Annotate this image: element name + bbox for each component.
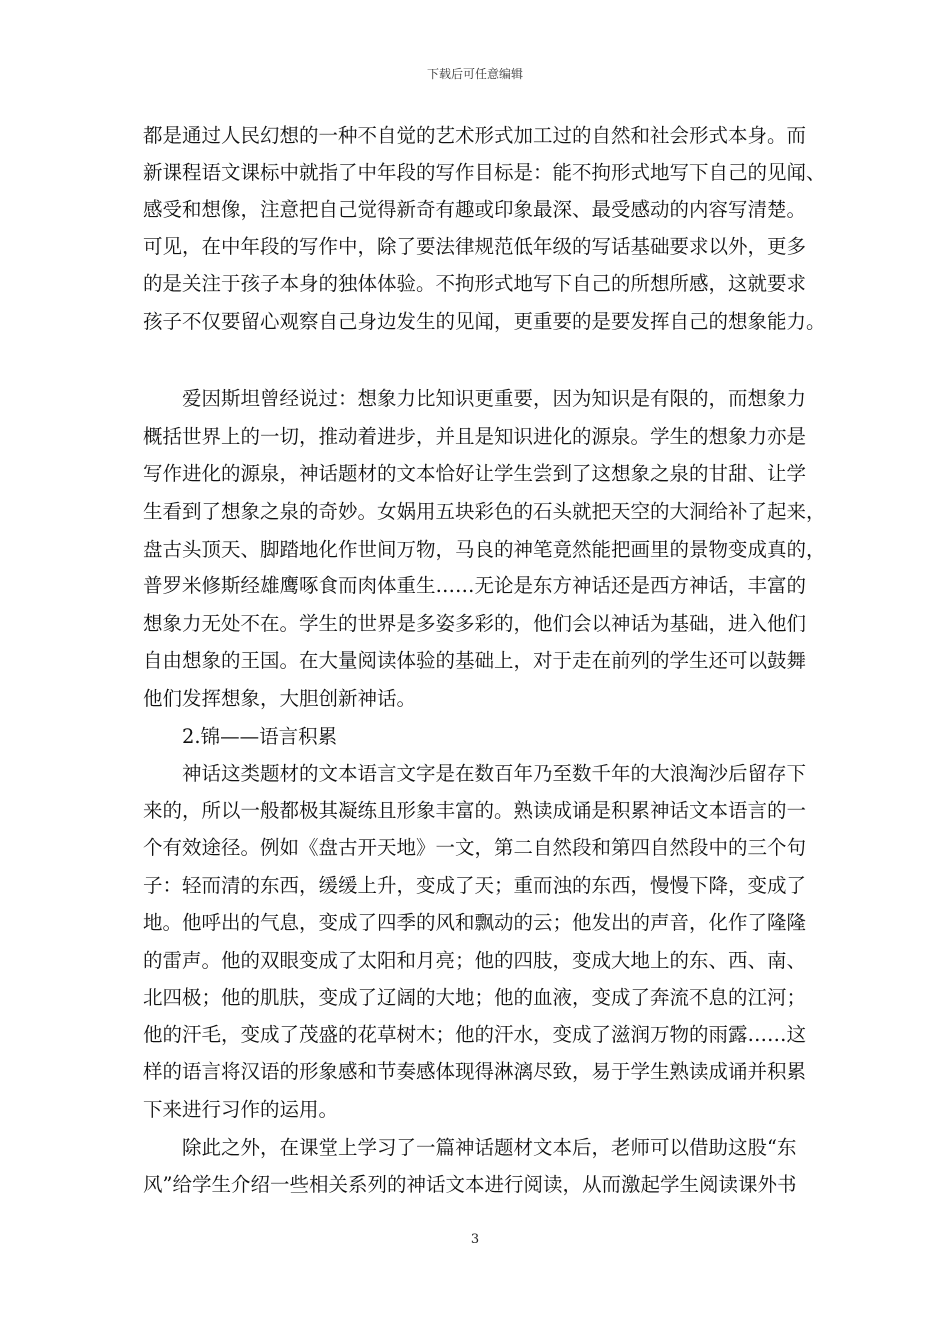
text-line: 想象力无处不在。学生的世界是多姿多彩的，他们会以神话为基础，进入他们 <box>143 612 807 635</box>
text-line: 下来进行习作的运用。 <box>143 1098 339 1121</box>
text-line: 子：轻而清的东西，缓缓上升，变成了天；重而浊的东西，慢慢下降，变成了 <box>143 874 807 897</box>
text-line: 的是关注于孩子本身的独体体验。不拘形式地写下自己的所想所感，这就要求 <box>143 272 807 295</box>
section-heading: 2.锦——语言积累 <box>182 725 338 748</box>
text-line: 盘古头顶天、脚踏地化作世间万物，马良的神笔竟然能把画里的景物变成真的， <box>143 538 826 561</box>
text-line: 他们发挥想象，大胆创新神话。 <box>143 687 417 710</box>
text-line: 北四极；他的肌肤，变成了辽阔的大地；他的血液，变成了奔流不息的江河； <box>143 986 807 1009</box>
text-line: 都是通过人民幻想的一种不自觉的艺术形式加工过的自然和社会形式本身。而 <box>143 124 807 147</box>
text-line: 新课程语文课标中就指了中年段的写作目标是：能不拘形式地写下自己的见闻、 <box>143 161 826 184</box>
text-line: 他的汗毛，变成了茂盛的花草树木；他的汗水，变成了滋润万物的雨露……这 <box>143 1023 807 1046</box>
text-line: 样的语言将汉语的形象感和节奏感体现得淋漓尽致，易于学生熟读成诵并积累 <box>143 1060 807 1083</box>
text-line: 除此之外，在课堂上学习了一篇神话题材文本后，老师可以借助这股“东 <box>182 1136 797 1159</box>
text-line: 感受和想像，注意把自己觉得新奇有趣或印象最深、最受感动的内容写清楚。 <box>143 198 807 221</box>
text-line: 自由想象的王国。在大量阅读体验的基础上，对于走在前列的学生还可以鼓舞 <box>143 649 807 672</box>
text-line: 写作进化的源泉，神话题材的文本恰好让学生尝到了这想象之泉的甘甜、让学 <box>143 462 807 485</box>
text-line: 个有效途径。例如《盘古开天地》一文，第二自然段和第四自然段中的三个句 <box>143 836 807 859</box>
text-line: 的雷声。他的双眼变成了太阳和月亮；他的四肢，变成大地上的东、西、南、 <box>143 949 807 972</box>
text-line: 地。他呼出的气息，变成了四季的风和飘动的云；他发出的声音，化作了隆隆 <box>143 911 807 934</box>
page-header: 下载后可任意编辑 <box>426 67 523 81</box>
text-line: 孩子不仅要留心观察自己身边发生的见闻，更重要的是要发挥自己的想象能力。 <box>143 310 826 333</box>
text-line: 生看到了想象之泉的奇妙。女娲用五块彩色的石头就把天空的大洞给补了起来， <box>143 500 826 523</box>
text-line: 可见，在中年段的写作中，除了要法律规范低年级的写话基础要求以外，更多 <box>143 235 807 258</box>
text-line: 普罗米修斯经雄鹰啄食而肉体重生……无论是东方神话还是西方神话，丰富的 <box>143 574 807 597</box>
page-number: 3 <box>470 1232 480 1247</box>
text-line: 概括世界上的一切，推动着进步，并且是知识进化的源泉。学生的想象力亦是 <box>143 425 807 448</box>
text-line: 来的，所以一般都极其凝练且形象丰富的。熟读成诵是积累神话文本语言的一 <box>143 799 807 822</box>
text-line: 爱因斯坦曾经说过：想象力比知识更重要，因为知识是有限的，而想象力 <box>182 387 807 410</box>
text-line: 风”给学生介绍一些相关系列的神话文本进行阅读，从而激起学生阅读课外书 <box>143 1173 797 1196</box>
text-line: 神话这类题材的文本语言文字是在数百年乃至数千年的大浪淘沙后留存下 <box>182 762 807 785</box>
